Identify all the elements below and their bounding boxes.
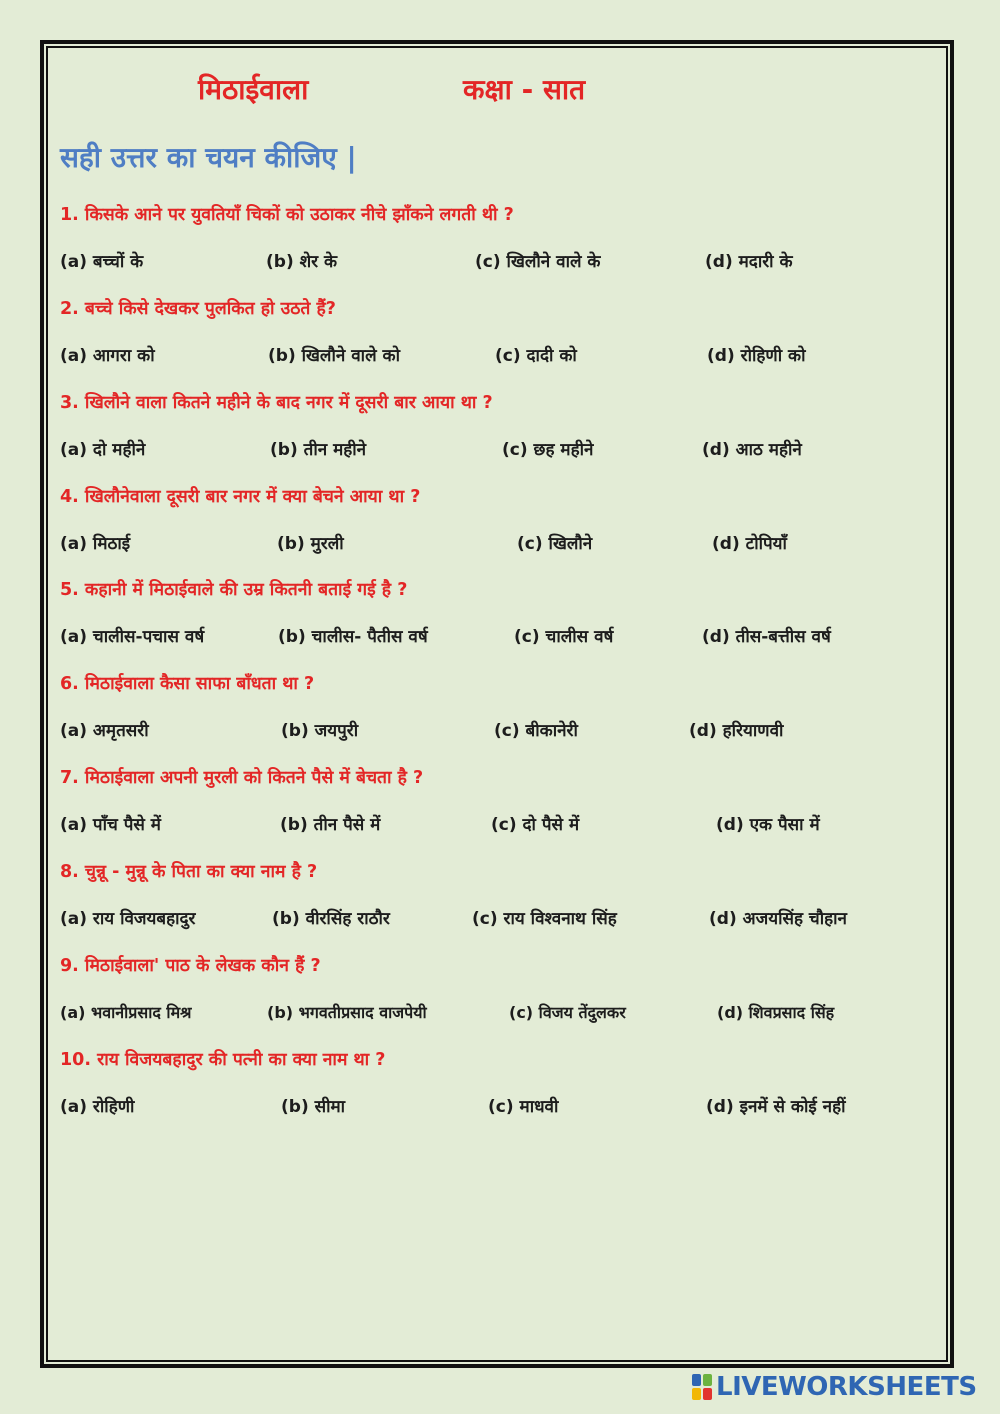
option-1c[interactable]: (c) खिलौने वाले के (475, 252, 601, 272)
option-10d[interactable]: (d) इनमें से कोई नहीं (706, 1097, 846, 1117)
option-8a[interactable]: (a) राय विजयबहादुर (60, 909, 196, 929)
liveworksheets-logo (692, 1372, 977, 1402)
option-2b[interactable]: (b) खिलौने वाले को (268, 346, 400, 366)
option-1b[interactable]: (b) शेर के (266, 252, 338, 272)
option-5b[interactable]: (b) चालीस- पैतीस वर्ष (278, 627, 428, 647)
option-6d[interactable]: (d) हरियाणवी (689, 721, 784, 741)
question-2: 2. बच्चे किसे देखकर पुलकित हो उठते हैं? (60, 299, 336, 319)
option-7d[interactable]: (d) एक पैसा में (716, 815, 820, 835)
question-6: 6. मिठाईवाला कैसा साफा बाँधता था ? (60, 674, 315, 694)
option-3d[interactable]: (d) आठ महीने (702, 440, 802, 460)
class-label: कक्षा - सात (463, 73, 586, 106)
option-4b[interactable]: (b) मुरली (277, 534, 344, 554)
option-5c[interactable]: (c) चालीस वर्ष (514, 627, 614, 647)
option-5a[interactable]: (a) चालीस-पचास वर्ष (60, 627, 205, 647)
option-9a[interactable]: (a) भवानीप्रसाद मिश्र (60, 1003, 192, 1022)
option-7c[interactable]: (c) दो पैसे में (491, 815, 580, 835)
liveworksheets-logo-icon (692, 1374, 712, 1400)
liveworksheets-brand-text: LIVEWORKSHEETS (716, 1372, 977, 1402)
option-9d[interactable]: (d) शिवप्रसाद सिंह (717, 1003, 835, 1022)
option-1d[interactable]: (d) मदारी के (705, 252, 793, 272)
option-8d[interactable]: (d) अजयसिंह चौहान (709, 909, 847, 929)
question-9: 9. मिठाईवाला' पाठ के लेखक कौन हैं ? (60, 956, 321, 976)
option-5d[interactable]: (d) तीस-बत्तीस वर्ष (702, 627, 831, 647)
option-4c[interactable]: (c) खिलौने (517, 534, 593, 554)
option-4d[interactable]: (d) टोपियाँ (712, 534, 787, 554)
option-3b[interactable]: (b) तीन महीने (270, 440, 367, 460)
question-8: 8. चुन्नू - मुन्नू के पिता का क्या नाम है ? (60, 862, 318, 882)
option-7b[interactable]: (b) तीन पैसे में (280, 815, 381, 835)
question-7: 7. मिठाईवाला अपनी मुरली को कितने पैसे में बेचता है ? (60, 768, 424, 788)
option-9b[interactable]: (b) भगवतीप्रसाद वाजपेयी (267, 1003, 427, 1022)
option-8c[interactable]: (c) राय विश्वनाथ सिंह (472, 909, 617, 929)
option-7a[interactable]: (a) पाँच पैसे में (60, 815, 161, 835)
option-10a[interactable]: (a) रोहिणी (60, 1097, 135, 1117)
option-8b[interactable]: (b) वीरसिंह राठौर (272, 909, 390, 929)
option-10c[interactable]: (c) माधवी (488, 1097, 559, 1117)
question-1: 1. किसके आने पर युवतियाँ चिकों को उठाकर नीचे झाँकने लगती थी ? (60, 205, 514, 225)
option-3c[interactable]: (c) छह महीने (502, 440, 594, 460)
option-2a[interactable]: (a) आगरा को (60, 346, 155, 366)
option-9c[interactable]: (c) विजय तेंदुलकर (509, 1003, 626, 1022)
page-border-inner (46, 46, 948, 1362)
option-2d[interactable]: (d) रोहिणी को (707, 346, 806, 366)
question-4: 4. खिलौनेवाला दूसरी बार नगर में क्या बेचने आया था ? (60, 487, 421, 507)
question-3: 3. खिलौने वाला कितने महीने के बाद नगर में दूसरी बार आया था ? (60, 393, 493, 413)
option-6a[interactable]: (a) अमृतसरी (60, 721, 149, 741)
option-3a[interactable]: (a) दो महीने (60, 440, 146, 460)
option-1a[interactable]: (a) बच्चों के (60, 252, 144, 272)
worksheet-title: मिठाईवाला (198, 73, 309, 106)
option-6b[interactable]: (b) जयपुरी (281, 721, 359, 741)
instruction-heading: सही उत्तर का चयन कीजिए | (60, 141, 357, 174)
option-6c[interactable]: (c) बीकानेरी (494, 721, 578, 741)
question-10: 10. राय विजयबहादुर की पत्नी का क्या नाम था ? (60, 1050, 386, 1070)
option-2c[interactable]: (c) दादी को (495, 346, 577, 366)
question-5: 5. कहानी में मिठाईवाले की उम्र कितनी बताई गई है ? (60, 580, 408, 600)
option-4a[interactable]: (a) मिठाई (60, 534, 131, 554)
option-10b[interactable]: (b) सीमा (281, 1097, 346, 1117)
